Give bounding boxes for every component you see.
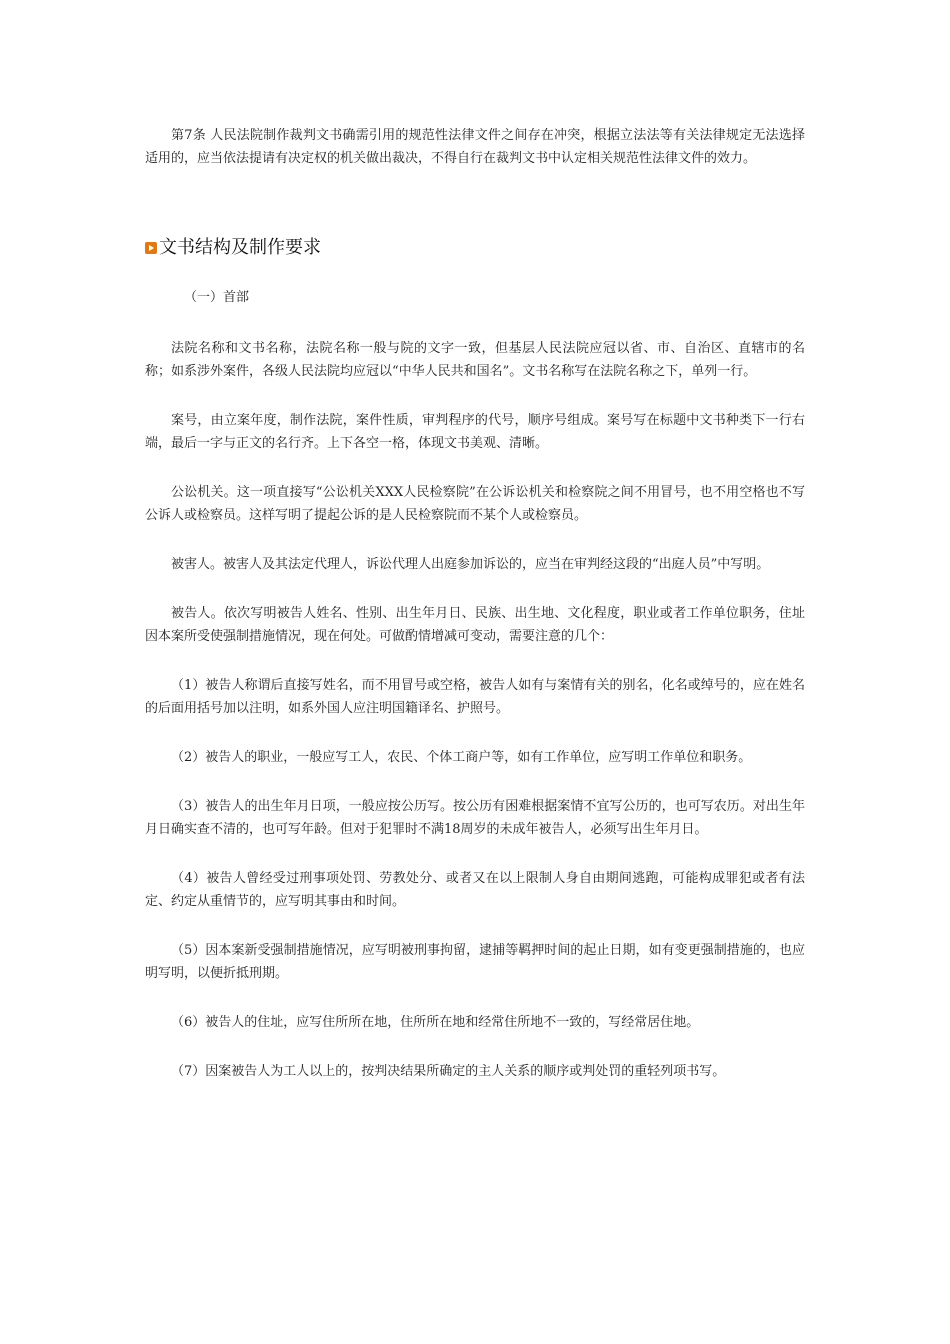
paragraph-victim: 被害人。被害人及其法定代理人，诉讼代理人出庭参加诉讼的，应当在审判经这段的“出庭人员”中写明。 <box>171 557 770 572</box>
paragraph-case-number: 案号，由立案年度，制作法院，案件性质，审判程序的代号，顺序号组成。案号写在标题中文书种类下一行右端，最后一字与正文的名行齐。上下各空一格，体现文书美观、清晰。 <box>145 413 805 451</box>
section-title: 文书结构及制作要求 <box>159 237 321 258</box>
list-item: （7）因案被告人为工人以上的，按判决结果所确定的主人关系的顺序或判处罚的重轻列项书写。 <box>171 1064 726 1079</box>
section-heading <box>145 236 805 260</box>
play-arrow-icon <box>145 242 157 254</box>
paragraph-court-name: 法院名称和文书名称，法院名称一般与院的文字一致，但基层人民法院应冠以省、市、自治区、直辖市的名称；如系涉外案件，各级人民法院均应冠以“中华人民共和国名”。文书名称写在法院名称之下，单列一行。 <box>145 341 805 379</box>
list-item: （3）被告人的出生年月日项，一般应按公历写。按公历有困难根据案情不宜写公历的，也可写农历。对出生年月日确实查不清的，也可写年龄。但对于犯罪时不满18周岁的未成年被告人，必须写出生年月日。 <box>145 799 805 837</box>
list-item: （1）被告人称谓后直接写姓名，而不用冒号或空格，被告人如有与案情有关的别名，化名或绰号的，应在姓名的后面用括号加以注明，如系外国人应注明国籍译名、护照号。 <box>145 678 805 716</box>
list-item: （2）被告人的职业，一般应写工人，农民、个体工商户等，如有工作单位，应写明工作单位和职务。 <box>171 750 752 765</box>
list-item: （6）被告人的住址，应写住所所在地，住所所在地和经常住所地不一致的，写经常居住地。 <box>171 1015 700 1030</box>
subheading-header-part: （一）首部 <box>184 290 250 305</box>
document-page <box>145 124 805 1109</box>
list-item: （4）被告人曾经受过刑事项处罚、劳教处分、或者又在以上限制人身自由期间逃跑，可能构成罪犯或者有法定、约定从重情节的，应写明其事由和时间。 <box>145 871 805 909</box>
article-7-paragraph: 第7条 人民法院制作裁判文书确需引用的规范性法律文件之间存在冲突，根据立法法等有关法律规定无法选择适用的，应当依法提请有决定权的机关做出裁决，不得自行在裁判文书中认定相关规范性法律文件的效力。 <box>145 128 805 166</box>
paragraph-defendant: 被告人。依次写明被告人姓名、性别、出生年月日、民族、出生地、文化程度，职业或者工作单位职务，住址因本案所受使强制措施情况，现在何处。可做酌情增减可变动，需要注意的几个： <box>145 606 805 644</box>
paragraph-prosecution-organ: 公讼机关。这一项直接写“公讼机关XXX人民检察院”在公诉讼机关和检察院之间不用冒号，也不用空格也不写公诉人或检察员。这样写明了提起公诉的是人民检察院而不某个人或检察员。 <box>145 485 805 523</box>
list-item: （5）因本案新受强制措施情况，应写明被刑事拘留，逮捕等羁押时间的起止日期，如有变更强制措施的，也应明写明，以便折抵刑期。 <box>145 943 805 981</box>
